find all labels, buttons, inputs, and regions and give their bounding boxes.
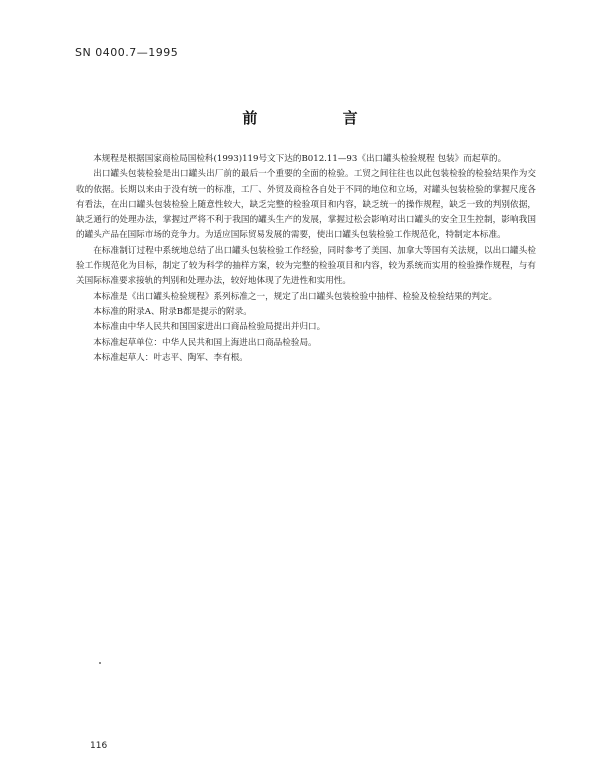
paragraph-drafters: 本标准起草人：叶志平、陶军、李有根。 <box>93 352 248 363</box>
paragraph-scope: 本标准是《出口罐头检验规程》系列标准之一，规定了出口罐头包装检验中抽样、检验及检验结果的判定。 <box>93 291 498 302</box>
paragraph-background: 出口罐头包装检验是出口罐头出厂前的最后一个重要的全面的检验。工贸之间往往也以此包装检验的检验结果作为交收的依据。长期以来由于没有统一的标准，工厂、外贸及商检各自处于不同的地位和立场，对罐头包装检验的掌握尺度各有看法，在出口罐头包装检验上随意性较大，缺乏完整的检验项目和内容，缺乏统一的操作规程，缺乏一致的判别依据，缺乏通行的处理办法，掌握过严将不利于我国的罐头生产的发展，掌握过松会影响对出口罐头的安全卫生控制，影响我国的罐头产品在国际市场的竞争力。为适应国际贸易发展的需要，使出口罐头包装检验工作规范化，特制定本标准。 <box>76 169 536 241</box>
standard-code: SN 0400.7—1995 <box>75 46 179 59</box>
paragraph-proposer: 本标准由中华人民共和国国家进出口商品检验局提出并归口。 <box>93 322 326 333</box>
paragraph-origin: 本规程是根据国家商检局国检科(1993)119号文下达的B012.11—93《出口罐头检验规程 包装》而起草的。 <box>93 154 507 164</box>
page-number: 116 <box>90 741 108 751</box>
paragraph-drafting: 在标准制订过程中系统地总结了出口罐头包装检验工作经验，同时参考了美国、加拿大等国有关法规，以出口罐头检验工作规范化为目标，制定了较为科学的抽样方案，较为完整的检验项目和内容，较为系统而实用的检验操作规程，与有关国际标准要求接轨的判别和处理办法，较好地体现了先进性和实用性。 <box>76 245 536 287</box>
paragraph-drafting-unit: 本标准起草单位：中华人民共和国上海进出口商品检验局。 <box>93 337 317 348</box>
paragraph-appendix: 本标准的附录A、附录B都是提示的附录。 <box>93 306 252 317</box>
scan-speck <box>99 662 101 664</box>
page-title: 前 言 <box>242 109 398 127</box>
document-body <box>76 152 536 366</box>
